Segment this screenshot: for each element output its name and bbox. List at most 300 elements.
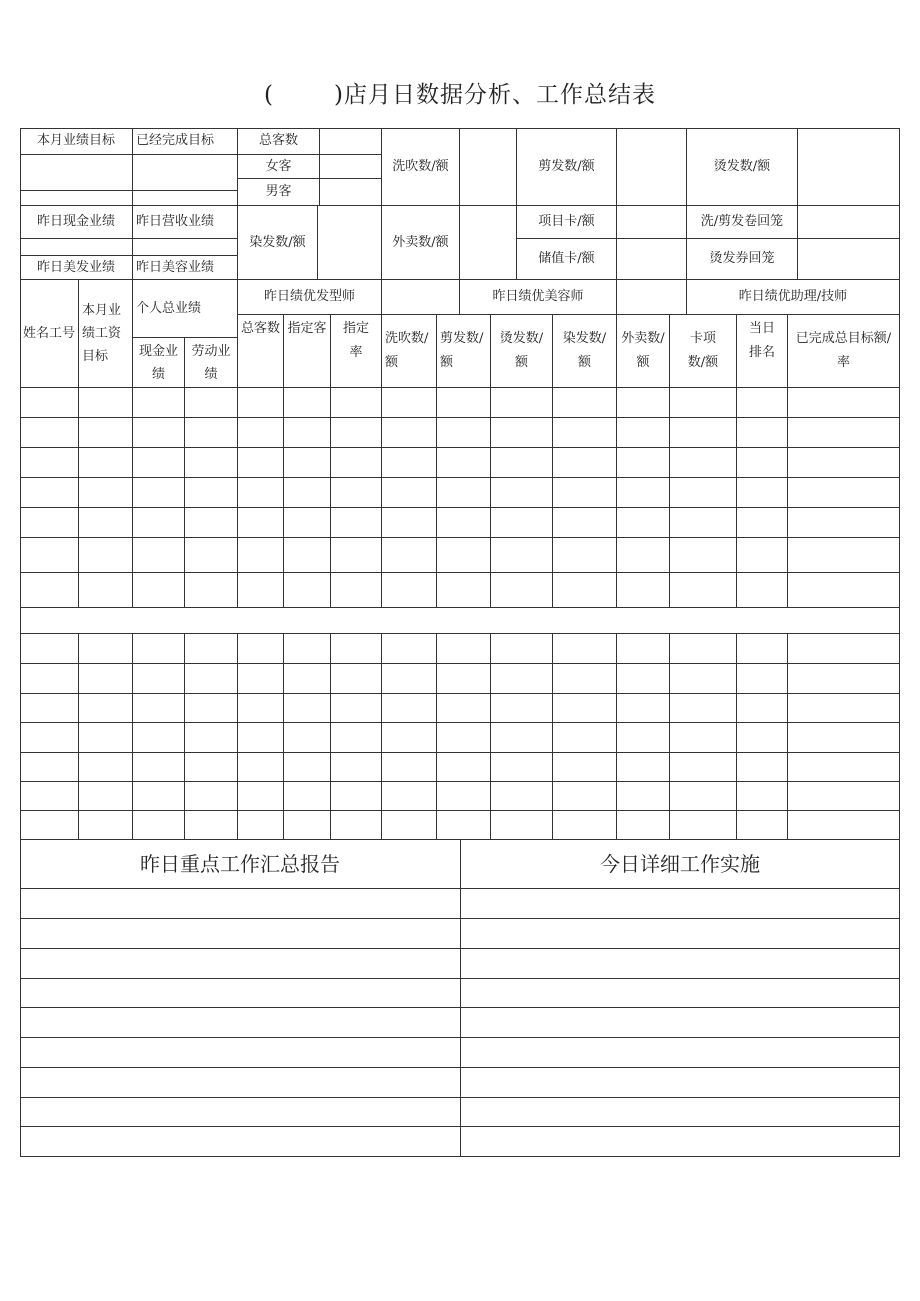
staff-cell[interactable] <box>284 694 331 723</box>
monthly-target-value[interactable] <box>20 155 133 191</box>
staff-cell[interactable] <box>133 388 185 418</box>
female-value[interactable] <box>320 155 382 179</box>
staff-cell[interactable] <box>737 508 788 538</box>
staff-cell[interactable] <box>617 388 670 418</box>
cash-header <box>133 338 185 388</box>
staff-cell[interactable] <box>553 508 617 538</box>
today-plan-line[interactable] <box>461 1008 900 1038</box>
female-label: 女客 <box>238 155 320 179</box>
col-card-header <box>670 315 737 388</box>
staff-cell[interactable] <box>437 478 491 508</box>
staff-cell[interactable] <box>331 448 382 478</box>
staff-cell[interactable] <box>79 508 133 538</box>
staff-cell[interactable] <box>617 694 670 723</box>
staff-cell[interactable] <box>79 811 133 840</box>
staff-cell[interactable] <box>670 573 737 608</box>
staff-cell[interactable] <box>553 811 617 840</box>
staff-cell[interactable] <box>185 634 238 664</box>
staff-cell[interactable] <box>79 538 133 573</box>
yesterday-report-line[interactable] <box>20 1098 461 1127</box>
col-designated-rate-text: 指定率 <box>342 321 369 360</box>
staff-cell[interactable] <box>670 634 737 664</box>
staff-cell[interactable] <box>788 388 900 418</box>
staff-cell[interactable] <box>617 478 670 508</box>
staff-cell[interactable] <box>20 478 79 508</box>
staff-cell[interactable] <box>284 478 331 508</box>
staff-cell[interactable] <box>331 811 382 840</box>
staff-cell[interactable] <box>20 782 79 811</box>
staff-cell[interactable] <box>491 448 553 478</box>
staff-cell[interactable] <box>185 753 238 782</box>
staff-cell[interactable] <box>670 538 737 573</box>
today-plan-line[interactable] <box>461 919 900 949</box>
staff-cell[interactable] <box>491 418 553 448</box>
male-label: 男客 <box>238 179 320 206</box>
yesterday-cash-value[interactable] <box>20 239 133 256</box>
staff-cell[interactable] <box>737 664 788 694</box>
staff-cell[interactable] <box>788 634 900 664</box>
best-beautician-label: 昨日绩优美容师 <box>460 280 617 315</box>
title-text: )店月日数据分析、工作总结表 <box>334 82 656 108</box>
staff-cell[interactable] <box>553 538 617 573</box>
yesterday-report-line[interactable] <box>20 1127 461 1157</box>
col-takeaway-header <box>617 315 670 388</box>
staff-cell[interactable] <box>133 723 185 753</box>
staff-cell[interactable] <box>553 753 617 782</box>
staff-cell[interactable] <box>617 723 670 753</box>
yesterday-revenue-value[interactable] <box>133 239 238 256</box>
staff-cell[interactable] <box>382 478 437 508</box>
staff-cell[interactable] <box>20 418 79 448</box>
staff-cell[interactable] <box>331 782 382 811</box>
staff-cell[interactable] <box>437 694 491 723</box>
staff-cell[interactable] <box>788 723 900 753</box>
staff-cell[interactable] <box>284 634 331 664</box>
staff-cell[interactable] <box>382 782 437 811</box>
staff-cell[interactable] <box>491 753 553 782</box>
staff-cell[interactable] <box>185 448 238 478</box>
col-takeaway-text: 外卖数/额 <box>621 331 665 370</box>
staff-cell[interactable] <box>670 418 737 448</box>
staff-cell[interactable] <box>133 753 185 782</box>
staff-cell[interactable] <box>284 508 331 538</box>
takeaway-value[interactable] <box>460 206 517 280</box>
staff-cell[interactable] <box>238 723 284 753</box>
staff-cell[interactable] <box>788 478 900 508</box>
spacer-cell <box>133 191 238 206</box>
perm-label: 烫发数/额 <box>687 128 798 206</box>
col-wash-blow-text: 洗吹数/额 <box>385 331 429 370</box>
staff-cell[interactable] <box>437 634 491 664</box>
yesterday-report-line[interactable] <box>20 919 461 949</box>
perm-return-value[interactable] <box>798 239 900 280</box>
wash-cut-return-value[interactable] <box>798 206 900 239</box>
staff-cell[interactable] <box>238 508 284 538</box>
staff-cell[interactable] <box>382 694 437 723</box>
col-dye-text: 染发数/额 <box>562 331 607 370</box>
wash-blow-value[interactable] <box>460 128 517 206</box>
staff-cell[interactable] <box>382 508 437 538</box>
col-wash-blow-header <box>382 315 437 388</box>
staff-cell[interactable] <box>79 388 133 418</box>
staff-cell[interactable] <box>737 634 788 664</box>
staff-cell[interactable] <box>238 634 284 664</box>
staff-cell[interactable] <box>284 811 331 840</box>
staff-cell[interactable] <box>331 753 382 782</box>
staff-cell[interactable] <box>617 508 670 538</box>
staff-cell[interactable] <box>737 418 788 448</box>
staff-cell[interactable] <box>788 538 900 573</box>
yesterday-report-line[interactable] <box>20 949 461 979</box>
staff-cell[interactable] <box>331 694 382 723</box>
perm-return-label: 烫发券回笼 <box>687 239 798 280</box>
staff-cell[interactable] <box>491 694 553 723</box>
staff-cell[interactable] <box>617 573 670 608</box>
staff-cell[interactable] <box>238 573 284 608</box>
col-perm-header <box>491 315 553 388</box>
staff-cell[interactable] <box>788 694 900 723</box>
staff-cell[interactable] <box>788 418 900 448</box>
staff-cell[interactable] <box>437 573 491 608</box>
staff-cell[interactable] <box>491 388 553 418</box>
yesterday-report-line[interactable] <box>20 1008 461 1038</box>
staff-cell[interactable] <box>20 723 79 753</box>
staff-cell[interactable] <box>133 538 185 573</box>
spacer-cell <box>20 191 133 206</box>
staff-cell[interactable] <box>79 573 133 608</box>
staff-cell[interactable] <box>491 811 553 840</box>
staff-cell[interactable] <box>788 573 900 608</box>
staff-cell[interactable] <box>331 723 382 753</box>
staff-cell[interactable] <box>788 811 900 840</box>
yesterday-report-line[interactable] <box>20 889 461 919</box>
staff-cell[interactable] <box>238 538 284 573</box>
staff-cell[interactable] <box>238 448 284 478</box>
col-completion-header <box>788 315 900 388</box>
staff-cell[interactable] <box>553 448 617 478</box>
staff-cell[interactable] <box>437 418 491 448</box>
monthly-wage-target-text: 本月业绩工资目标 <box>82 303 122 364</box>
staff-cell[interactable] <box>491 664 553 694</box>
col-rank-text: 当日排名 <box>748 321 775 360</box>
staff-cell[interactable] <box>133 664 185 694</box>
staff-cell[interactable] <box>284 782 331 811</box>
staff-cell[interactable] <box>491 538 553 573</box>
staff-cell[interactable] <box>670 694 737 723</box>
staff-cell[interactable] <box>553 664 617 694</box>
staff-cell[interactable] <box>238 418 284 448</box>
staff-cell[interactable] <box>670 388 737 418</box>
best-assistant-label: 昨日绩优助理/技师 <box>687 280 900 315</box>
staff-cell[interactable] <box>491 782 553 811</box>
staff-cell[interactable] <box>788 782 900 811</box>
staff-cell[interactable] <box>617 448 670 478</box>
staff-cell[interactable] <box>553 418 617 448</box>
staff-cell[interactable] <box>20 811 79 840</box>
staff-cell[interactable] <box>79 634 133 664</box>
title-open-paren: ( <box>264 82 274 108</box>
wash-blow-label: 洗吹数/额 <box>382 128 460 206</box>
completed-target-label: 已经完成目标 <box>133 128 238 155</box>
staff-cell[interactable] <box>185 723 238 753</box>
staff-cell[interactable] <box>331 664 382 694</box>
col-perm-text: 烫发数/额 <box>499 331 544 370</box>
staff-cell[interactable] <box>553 573 617 608</box>
staff-cell[interactable] <box>670 723 737 753</box>
staff-cell[interactable] <box>491 723 553 753</box>
today-plan-line[interactable] <box>461 1098 900 1127</box>
staff-cell[interactable] <box>185 388 238 418</box>
staff-cell[interactable] <box>238 782 284 811</box>
staff-cell[interactable] <box>133 448 185 478</box>
total-customers-value[interactable] <box>320 128 382 155</box>
staff-cell[interactable] <box>737 538 788 573</box>
col-completion-text: 已完成总目标额/率 <box>795 331 892 370</box>
staff-cell[interactable] <box>382 448 437 478</box>
staff-cell[interactable] <box>670 478 737 508</box>
staff-cell[interactable] <box>133 634 185 664</box>
staff-cell[interactable] <box>617 418 670 448</box>
today-plan-line[interactable] <box>461 1038 900 1068</box>
staff-cell[interactable] <box>788 508 900 538</box>
staff-cell[interactable] <box>788 753 900 782</box>
yesterday-revenue-label: 昨日营收业绩 <box>133 206 238 239</box>
staff-cell[interactable] <box>737 478 788 508</box>
today-plan-line[interactable] <box>461 889 900 919</box>
staff-cell[interactable] <box>437 753 491 782</box>
staff-cell[interactable] <box>20 448 79 478</box>
col-total-customers-header: 总客数 <box>238 315 284 388</box>
staff-cell[interactable] <box>20 634 79 664</box>
name-id-header: 姓名工号 <box>20 280 79 388</box>
staff-cell[interactable] <box>737 753 788 782</box>
staff-cell[interactable] <box>437 723 491 753</box>
staff-cell[interactable] <box>670 782 737 811</box>
staff-cell[interactable] <box>670 508 737 538</box>
today-plan-heading: 今日详细工作实施 <box>461 840 900 889</box>
personal-total-header: 个人总业绩 <box>133 280 238 338</box>
staff-cell[interactable] <box>491 508 553 538</box>
staff-cell[interactable] <box>553 388 617 418</box>
staff-cell[interactable] <box>670 811 737 840</box>
staff-cell[interactable] <box>331 388 382 418</box>
staff-cell[interactable] <box>79 782 133 811</box>
staff-cell[interactable] <box>284 388 331 418</box>
staff-cell[interactable] <box>382 634 437 664</box>
staff-cell[interactable] <box>238 388 284 418</box>
staff-cell[interactable] <box>553 723 617 753</box>
today-plan-line[interactable] <box>461 1127 900 1157</box>
staff-cell[interactable] <box>185 508 238 538</box>
staff-cell[interactable] <box>79 723 133 753</box>
staff-cell[interactable] <box>20 388 79 418</box>
best-beautician-value[interactable] <box>617 280 687 315</box>
staff-cell[interactable] <box>133 508 185 538</box>
takeaway-label: 外卖数/额 <box>382 206 460 280</box>
staff-cell[interactable] <box>382 418 437 448</box>
staff-cell[interactable] <box>238 478 284 508</box>
staff-cell[interactable] <box>382 538 437 573</box>
yesterday-cash-label: 昨日现金业绩 <box>20 206 133 239</box>
staff-cell[interactable] <box>79 478 133 508</box>
staff-cell[interactable] <box>737 723 788 753</box>
staff-cell[interactable] <box>331 573 382 608</box>
yesterday-report-line[interactable] <box>20 1068 461 1098</box>
monthly-wage-target-header <box>79 280 133 388</box>
staff-cell[interactable] <box>20 538 79 573</box>
staff-cell[interactable] <box>284 418 331 448</box>
staff-cell[interactable] <box>437 538 491 573</box>
staff-cell[interactable] <box>185 538 238 573</box>
best-stylist-label: 昨日绩优发型师 <box>238 280 382 315</box>
staff-cell[interactable] <box>617 634 670 664</box>
col-rank-header <box>737 315 788 388</box>
staff-cell[interactable] <box>185 811 238 840</box>
staff-cell[interactable] <box>20 573 79 608</box>
staff-cell[interactable] <box>133 811 185 840</box>
staff-cell[interactable] <box>79 418 133 448</box>
staff-cell[interactable] <box>788 448 900 478</box>
staff-cell[interactable] <box>331 478 382 508</box>
staff-cell[interactable] <box>133 694 185 723</box>
staff-cell[interactable] <box>185 418 238 448</box>
staff-cell[interactable] <box>382 723 437 753</box>
staff-cell[interactable] <box>185 664 238 694</box>
col-dye-header <box>553 315 617 388</box>
best-stylist-value[interactable] <box>382 280 460 315</box>
cash-header-text: 现金业绩 <box>138 343 178 382</box>
staff-cell[interactable] <box>737 782 788 811</box>
staff-cell[interactable] <box>133 418 185 448</box>
staff-cell[interactable] <box>284 448 331 478</box>
today-plan-line[interactable] <box>461 979 900 1008</box>
total-customers-label: 总客数 <box>238 128 320 155</box>
staff-cell[interactable] <box>670 664 737 694</box>
staff-cell[interactable] <box>133 782 185 811</box>
staff-cell[interactable] <box>185 694 238 723</box>
staff-cell[interactable] <box>284 753 331 782</box>
section-separator-row <box>20 608 900 634</box>
staff-cell[interactable] <box>491 634 553 664</box>
labor-header <box>185 338 238 388</box>
staff-cell[interactable] <box>491 478 553 508</box>
staff-cell[interactable] <box>20 694 79 723</box>
staff-cell[interactable] <box>617 753 670 782</box>
staff-cell[interactable] <box>382 811 437 840</box>
today-plan-line[interactable] <box>461 949 900 979</box>
staff-cell[interactable] <box>737 448 788 478</box>
yesterday-beauty-value[interactable] <box>133 266 238 280</box>
dye-value[interactable] <box>318 206 382 280</box>
staff-cell[interactable] <box>670 448 737 478</box>
staff-cell[interactable] <box>437 448 491 478</box>
staff-cell[interactable] <box>284 573 331 608</box>
staff-cell[interactable] <box>491 573 553 608</box>
staff-cell[interactable] <box>737 811 788 840</box>
staff-cell[interactable] <box>788 664 900 694</box>
staff-cell[interactable] <box>737 694 788 723</box>
col-designated-rate-header <box>331 315 382 388</box>
staff-cell[interactable] <box>284 664 331 694</box>
staff-cell[interactable] <box>553 478 617 508</box>
staff-cell[interactable] <box>79 694 133 723</box>
staff-cell[interactable] <box>437 811 491 840</box>
staff-cell[interactable] <box>238 753 284 782</box>
staff-cell[interactable] <box>670 753 737 782</box>
staff-cell[interactable] <box>617 782 670 811</box>
staff-cell[interactable] <box>331 634 382 664</box>
staff-cell[interactable] <box>238 811 284 840</box>
staff-cell[interactable] <box>185 478 238 508</box>
male-value[interactable] <box>320 179 382 206</box>
staff-cell[interactable] <box>437 508 491 538</box>
staff-cell[interactable] <box>331 538 382 573</box>
staff-cell[interactable] <box>331 508 382 538</box>
staff-cell[interactable] <box>20 508 79 538</box>
staff-cell[interactable] <box>437 782 491 811</box>
staff-cell[interactable] <box>238 664 284 694</box>
staff-cell[interactable] <box>437 388 491 418</box>
col-designated-header: 指定客 <box>284 315 331 388</box>
col-cut-text: 剪发数/额 <box>440 331 484 370</box>
monthly-target-label: 本月业绩目标 <box>20 128 133 155</box>
stored-value-card-label: 储值卡/额 <box>517 239 617 280</box>
staff-cell[interactable] <box>185 782 238 811</box>
staff-cell[interactable] <box>382 388 437 418</box>
staff-cell[interactable] <box>20 753 79 782</box>
staff-cell[interactable] <box>238 694 284 723</box>
staff-cell[interactable] <box>331 418 382 448</box>
yesterday-hair-value[interactable] <box>20 266 133 280</box>
item-card-label: 项目卡/额 <box>517 206 617 239</box>
staff-cell[interactable] <box>382 573 437 608</box>
staff-cell[interactable] <box>79 664 133 694</box>
staff-cell[interactable] <box>133 478 185 508</box>
col-card-text: 卡项数/额 <box>687 331 719 370</box>
staff-cell[interactable] <box>553 634 617 664</box>
staff-cell[interactable] <box>553 782 617 811</box>
perm-value[interactable] <box>798 128 900 206</box>
staff-cell[interactable] <box>553 694 617 723</box>
completed-target-value[interactable] <box>133 155 238 191</box>
stored-value-card-value[interactable] <box>617 239 687 280</box>
staff-cell[interactable] <box>185 573 238 608</box>
staff-cell[interactable] <box>437 664 491 694</box>
haircut-value[interactable] <box>617 128 687 206</box>
staff-cell[interactable] <box>284 538 331 573</box>
wash-cut-return-label: 洗/剪发卷回笼 <box>687 206 798 239</box>
staff-cell[interactable] <box>20 664 79 694</box>
yesterday-beauty-label: 昨日美容业绩 <box>133 256 238 280</box>
yesterday-report-line[interactable] <box>20 1038 461 1068</box>
haircut-label: 剪发数/额 <box>517 128 617 206</box>
dye-label: 染发数/额 <box>238 206 318 280</box>
staff-cell[interactable] <box>133 573 185 608</box>
staff-cell[interactable] <box>617 538 670 573</box>
staff-cell[interactable] <box>617 811 670 840</box>
item-card-value[interactable] <box>617 206 687 239</box>
staff-cell[interactable] <box>79 448 133 478</box>
yesterday-report-line[interactable] <box>20 979 461 1008</box>
staff-cell[interactable] <box>284 723 331 753</box>
today-plan-line[interactable] <box>461 1068 900 1098</box>
staff-cell[interactable] <box>382 664 437 694</box>
staff-cell[interactable] <box>382 753 437 782</box>
staff-cell[interactable] <box>737 388 788 418</box>
staff-cell[interactable] <box>617 664 670 694</box>
staff-cell[interactable] <box>737 573 788 608</box>
staff-cell[interactable] <box>79 753 133 782</box>
